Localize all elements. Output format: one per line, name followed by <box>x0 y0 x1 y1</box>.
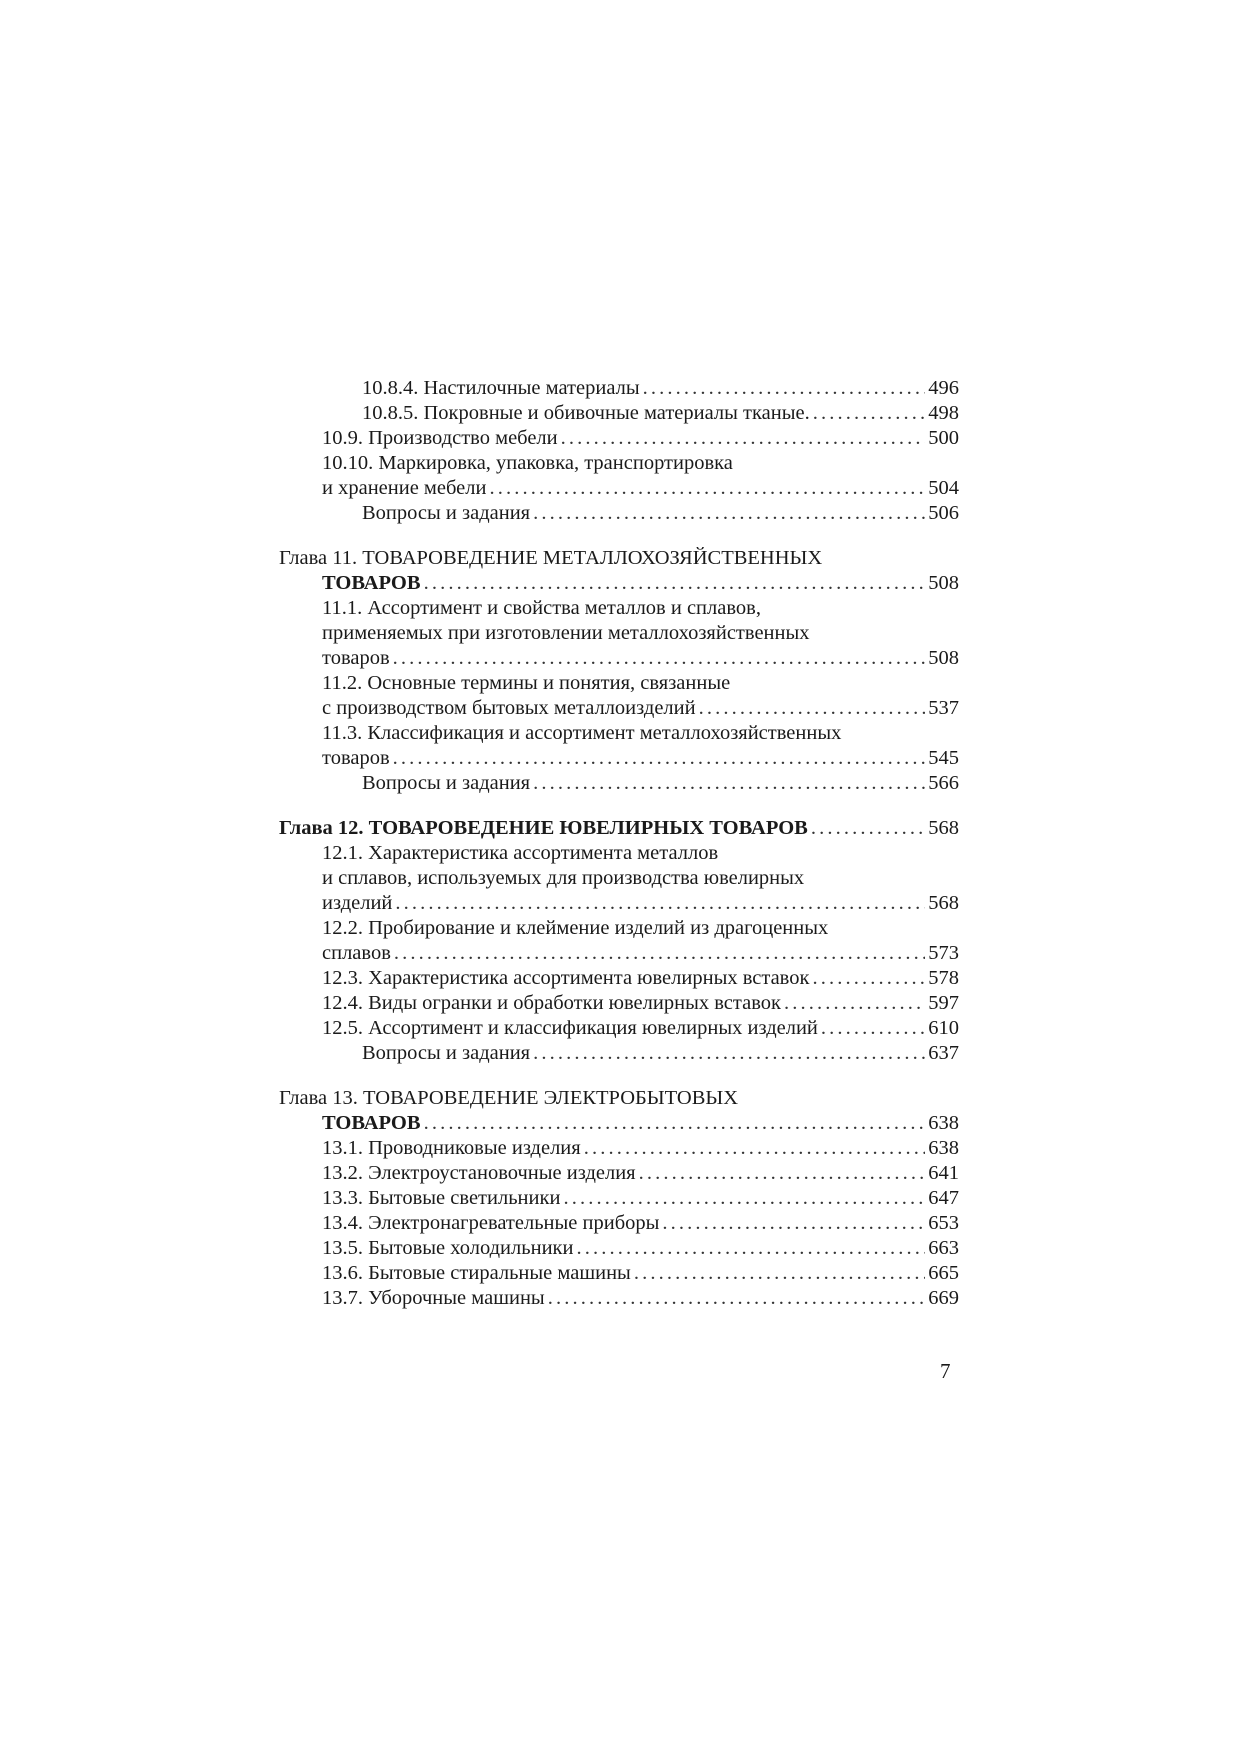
toc-entry <box>279 1016 959 1041</box>
toc-entry-title-line: 10.9. Производство мебели <box>322 427 558 449</box>
toc-entry-title-line: применяемых при изготовлении металлохозяйственных <box>322 622 810 644</box>
toc-entry-row <box>279 1211 959 1236</box>
toc-entry-title-line: 13.2. Электроустановочные изделия <box>322 1162 636 1184</box>
toc-entry-title-line: Глава 12. ТОВАРОВЕДЕНИЕ ЮВЕЛИРНЫХ ТОВАРОВ <box>279 817 808 839</box>
toc-entry <box>279 966 959 991</box>
toc-entry <box>279 426 959 451</box>
toc-entry <box>279 1041 959 1066</box>
toc-entry-row <box>279 746 959 771</box>
toc-entry-row <box>279 1016 959 1041</box>
toc-entry <box>279 1136 959 1161</box>
toc-page-number: 568 <box>928 892 959 914</box>
toc-entry <box>279 401 959 426</box>
toc-entry-title-line: 10.10. Маркировка, упаковка, транспортировка <box>322 452 733 474</box>
toc-entry-row <box>279 1161 959 1186</box>
toc-entry-row <box>279 696 959 721</box>
toc-entry <box>279 1211 959 1236</box>
toc-page-number: 508 <box>928 572 959 594</box>
toc-page-number: 653 <box>928 1212 959 1234</box>
toc-entry-row <box>279 1136 959 1161</box>
toc-entry-title-line: Глава 11. ТОВАРОВЕДЕНИЕ МЕТАЛЛОХОЗЯЙСТВЕННЫХ <box>279 547 823 569</box>
toc-entry-title-line: 13.5. Бытовые холодильники <box>322 1237 574 1259</box>
toc-entry-title-line: Вопросы и задания <box>362 1042 531 1064</box>
dot-leader <box>643 376 926 401</box>
toc-entry <box>279 771 959 796</box>
toc-entry-title-line: 13.7. Уборочные машины <box>322 1287 545 1309</box>
toc-entry-title-line: 12.4. Виды огранки и обработки ювелирных вставок <box>322 992 781 1014</box>
toc-page-number: 647 <box>928 1187 959 1209</box>
toc-page-number: 500 <box>928 427 959 449</box>
toc-entry-title-line: 12.2. Пробирование и клеймение изделий из драгоценных <box>322 917 829 939</box>
toc-entry-title-line: Вопросы и задания <box>362 502 531 524</box>
toc-page-number: 496 <box>928 377 959 399</box>
dot-leader <box>424 571 926 596</box>
toc-entry <box>279 1186 959 1211</box>
toc-entry <box>279 501 959 526</box>
dot-leader <box>533 501 925 526</box>
toc-entry-row <box>279 771 959 796</box>
toc-page-number: 545 <box>928 747 959 769</box>
dot-leader <box>811 816 925 841</box>
toc-entry <box>279 721 959 771</box>
toc-page-number: 638 <box>928 1137 959 1159</box>
toc-chapter <box>279 1086 959 1311</box>
toc-entry <box>279 991 959 1016</box>
toc-entry-title-line: и хранение мебели <box>322 477 487 499</box>
dot-leader <box>533 771 925 796</box>
dot-leader <box>394 941 925 966</box>
toc-entry-row <box>279 1041 959 1066</box>
toc-page-number: 641 <box>928 1162 959 1184</box>
toc-entry-title-line: 13.1. Проводниковые изделия <box>322 1137 581 1159</box>
dot-leader <box>576 1236 925 1261</box>
toc-entry-row <box>279 476 959 501</box>
toc-chapter-heading <box>279 816 959 841</box>
toc-entry-title-line: 10.8.4. Настилочные материалы <box>362 377 640 399</box>
toc-entry-row <box>279 1186 959 1211</box>
toc-page-number: 610 <box>928 1017 959 1039</box>
dot-leader <box>533 1041 925 1066</box>
toc-entry-row <box>279 966 959 991</box>
toc-page-number: 665 <box>928 1262 959 1284</box>
toc-entry-row <box>279 816 959 841</box>
toc-entry-title-line: товаров <box>322 747 390 769</box>
dot-leader <box>784 991 925 1016</box>
dot-leader <box>584 1136 926 1161</box>
dot-leader <box>561 426 926 451</box>
toc-entry-row <box>279 376 959 401</box>
toc-entry-title-line: 10.8.5. Покровные и обивочные материалы тканые. <box>362 402 810 424</box>
toc-chapter-heading <box>279 1086 959 1136</box>
toc-entry-row <box>279 941 959 966</box>
toc-entry-title-line: 12.1. Характеристика ассортимента металлов <box>322 842 719 864</box>
toc-entry-row <box>279 991 959 1016</box>
toc-entry-title-line: ТОВАРОВ <box>322 1112 421 1134</box>
toc-page-number: 566 <box>928 772 959 794</box>
toc-chapter-heading <box>279 546 959 596</box>
toc-entry-title-line: Вопросы и задания <box>362 772 531 794</box>
dot-leader <box>821 1016 925 1041</box>
toc-page-number: 669 <box>928 1287 959 1309</box>
toc-page-number: 663 <box>928 1237 959 1259</box>
toc-entry-title-line: ТОВАРОВ <box>322 572 421 594</box>
toc-page-number: 638 <box>928 1112 959 1134</box>
toc-page-number: 568 <box>928 817 959 839</box>
dot-leader <box>662 1211 925 1236</box>
toc-entry-row <box>279 1111 959 1136</box>
toc-entry-row <box>279 1236 959 1261</box>
toc-entry-title-line: 11.3. Классификация и ассортимент металлохозяйственных <box>322 722 842 744</box>
toc-page-number: 573 <box>928 942 959 964</box>
toc-page-number: 537 <box>928 697 959 719</box>
toc-page-number: 597 <box>928 992 959 1014</box>
toc-page-number: 506 <box>928 502 959 524</box>
dot-leader <box>699 696 926 721</box>
toc-entry-title-line: Глава 13. ТОВАРОВЕДЕНИЕ ЭЛЕКТРОБЫТОВЫХ <box>279 1087 739 1109</box>
dot-leader <box>424 1111 926 1136</box>
toc-page-number: 504 <box>928 477 959 499</box>
toc-entry-row <box>279 571 959 596</box>
toc-entry <box>279 1161 959 1186</box>
toc-page-number: 508 <box>928 647 959 669</box>
dot-leader <box>489 476 925 501</box>
toc-entry <box>279 1236 959 1261</box>
toc-entry <box>279 596 959 671</box>
toc-entry-row <box>279 1286 959 1311</box>
toc-chapter <box>279 816 959 1066</box>
toc-page-number: 498 <box>928 402 959 424</box>
toc-entry-title-line: с производством бытовых металлоизделий <box>322 697 696 719</box>
dot-leader <box>393 646 926 671</box>
dot-leader <box>395 891 925 916</box>
dot-leader <box>393 746 926 771</box>
toc-entry-title-line: сплавов <box>322 942 391 964</box>
toc-entry <box>279 916 959 966</box>
dot-leader <box>563 1186 925 1211</box>
dot-leader <box>634 1261 925 1286</box>
toc-entry-title-line: товаров <box>322 647 390 669</box>
dot-leader <box>548 1286 926 1311</box>
toc-entry-row <box>279 401 959 426</box>
toc-entry-row <box>279 501 959 526</box>
toc-entry-title-line: изделий <box>322 892 393 914</box>
toc-entry-row <box>279 891 959 916</box>
toc-entry <box>279 376 959 401</box>
dot-leader <box>812 966 925 991</box>
toc-entry <box>279 841 959 916</box>
toc-entry-title-line: 11.2. Основные термины и понятия, связанные <box>322 672 731 694</box>
toc-entry-title-line: и сплавов, используемых для производства ювелирных <box>322 867 805 889</box>
toc-page-number: 637 <box>928 1042 959 1064</box>
toc-entry-title-line: 12.5. Ассортимент и классификация ювелирных изделий <box>322 1017 818 1039</box>
toc-entry-title-line: 11.1. Ассортимент и свойства металлов и сплавов, <box>322 597 761 619</box>
table-of-contents <box>279 376 959 1311</box>
toc-entry-title-line: 12.3. Характеристика ассортимента ювелирных вставок <box>322 967 810 989</box>
toc-page-number: 578 <box>928 967 959 989</box>
toc-entry-row <box>279 1261 959 1286</box>
toc-entry-row <box>279 426 959 451</box>
toc-chapter <box>279 546 959 796</box>
toc-entry-title-line: 13.6. Бытовые стиральные машины <box>322 1262 631 1284</box>
toc-entry <box>279 671 959 721</box>
dot-leader <box>813 401 926 426</box>
dot-leader <box>639 1161 926 1186</box>
toc-entry <box>279 1286 959 1311</box>
toc-entry-title-line: 13.4. Электронагревательные приборы <box>322 1212 660 1234</box>
toc-entry-row <box>279 646 959 671</box>
page-number: 7 <box>940 1359 951 1383</box>
toc-entry <box>279 1261 959 1286</box>
toc-entry-title-line: 13.3. Бытовые светильники <box>322 1187 561 1209</box>
toc-entry <box>279 451 959 501</box>
